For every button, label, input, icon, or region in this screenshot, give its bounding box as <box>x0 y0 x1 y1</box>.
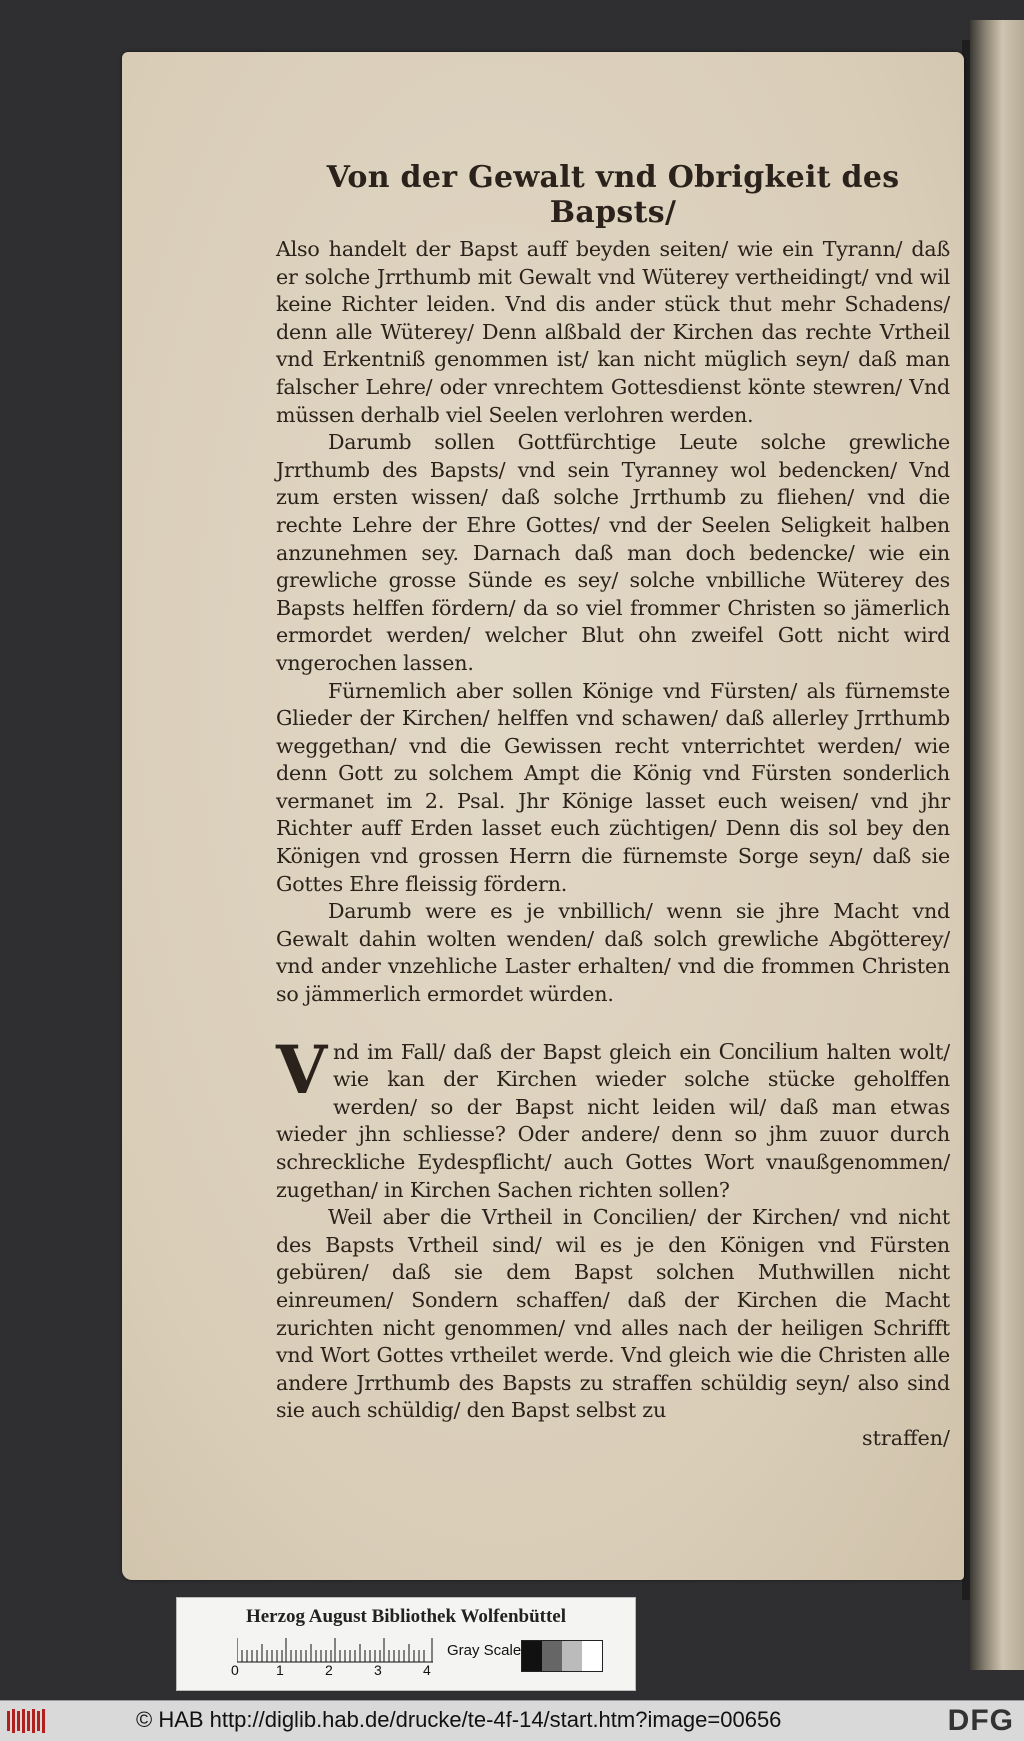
section-2-paragraph-2: Weil aber die Vrtheil in Concilien/ der Kirchen/ vnd nicht des Bapsts Vrtheil sind/ wil es je den Königen vnd Fürsten gebüren/ daß sie dem Bapst solchen Muthwillen nicht einreumen/ Sondern schaffen/ daß der Kirchen die Macht zurichten nicht genommen/ vnd alles nach der heiligen Schrifft vnd Wort Gottes vrtheilet werde. Vnd gleich wie die Christen alle andere Jrrthumb des Bapsts zu straffen schüldig seyn/ also sind sie auch schüldig/ den Bapst selbst zu <box>276 1205 950 1423</box>
lead-text-rest: halten wolt/ wie kan der Kirchen wieder solche stücke geholffen werden/ so der Bapst nicht leiden wil/ daß man etwas wieder jhn schliesse? Oder andere/ denn so jhm zuuor durch schreckliche Eydespflicht/ auch Gottes Wort vnaußgenommen/ zugethan/ in Kirchen Sachen richten sollen? <box>276 1039 950 1202</box>
lead-text-start: nd im Fall/ daß der Bapst gleich ein <box>333 1039 719 1064</box>
paragraph-3: Fürnemlich aber sollen Könige vnd Fürsten/ als fürnemste Glieder der Kirchen/ helffen vnd schawen/ daß allerley Jrrthumb weggethan/ vnd die Gewissen recht vnterrichtet werden/ wie denn Gott zu solchem Ampt die König vnd Fürsten sonderlich vermanet im 2. Psal. Jhr Könige lasset euch weisen/ vnd jhr Richter auff Erden lasset euch züchtigen/ Denn dis sol bey den Königen vnd grossen Herrn die fürnemste Sorge seyn/ daß sie Gottes Ehre fleissig fördern. <box>276 678 950 896</box>
book-spine <box>970 20 1024 1670</box>
drop-cap-initial: V <box>276 1030 328 1109</box>
ruler-number: 0 <box>231 1662 239 1678</box>
paragraph-1: Also handelt der Bapst auff beyden seiten/ wie ein Tyrann/ daß er solche Jrrthumb mit Gewalt vnd Wüterey vertheidingt/ vnd wil keine Richter leiden. Vnd dis ander stück thut mehr Schadens/ denn alle Wüterey/ Denn alßbald der Kirchen das rechte Vrtheil vnd Erkentniß genommen ist/ kan nicht müglich seyn/ daß man falscher Lehre/ oder vnrechtem Gottesdienst könte stewren/ Vnd müssen derhalb viel Seelen verlohren werden. <box>276 237 950 427</box>
footer-copyright-url[interactable]: © HAB http://diglib.hab.de/drucke/te-4f-14/start.htm?image=00656 <box>136 1707 782 1732</box>
ruler-ticks <box>237 1636 433 1666</box>
library-color-label <box>176 1597 636 1691</box>
gray-patch-white <box>582 1641 602 1671</box>
grayscale-patches <box>521 1640 603 1672</box>
footer-bar <box>0 1700 1024 1741</box>
gray-patch-light <box>562 1641 582 1671</box>
ruler-number: 3 <box>374 1662 382 1678</box>
lead-latin-word: Concilium <box>718 1038 819 1065</box>
ruler-number: 1 <box>276 1662 284 1678</box>
hab-logo-icon <box>6 1707 46 1735</box>
grayscale-label: Gray Scale <box>447 1642 522 1659</box>
dfg-logo: DFG <box>947 1704 1014 1737</box>
ruler-number: 2 <box>325 1662 333 1678</box>
gray-patch-dark <box>542 1641 562 1671</box>
library-name: Herzog August Bibliothek Wolfenbüttel <box>245 1606 567 1627</box>
page-text <box>276 160 950 1453</box>
paragraph-2: Darumb sollen Gottfürchtige Leute solche grewliche Jrrthumb des Bapsts/ vnd sein Tyranney wol bedencken/ Vnd zum ersten wissen/ daß solche Jrrthumb zu fliehen/ vnd die rechte Lehre der Ehre Gottes/ vnd der Seelen Seligkeit halben anzunehmen sey. Darnach daß man doch bedencke/ wie ein grewliche grosse Sünde es sey/ solche vnbilliche Wüterey des Bapsts helffen fördern/ da so viel frommer Christen so jämerlich ermordet werden/ welcher Blut ohn zweifel Gott nicht wird vngerochen lassen. <box>276 430 950 675</box>
scale-ruler <box>237 1636 433 1666</box>
gray-patch-black <box>522 1641 542 1671</box>
catchword: straffen/ <box>862 1425 950 1450</box>
page-heading: Von der Gewalt vnd Obrigkeit des Bapsts/ <box>326 160 900 230</box>
section-2-lead <box>276 1030 950 1205</box>
paragraph-4: Darumb were es je vnbillich/ wenn sie jhre Macht vnd Gewalt dahin wolten wenden/ daß solch grewliche Abgötterey/ vnd ander vnzehliche Laster erhalten/ vnd die frommen Christen so jämmerlich ermordet würden. <box>276 899 950 1007</box>
ruler-number: 4 <box>423 1662 431 1678</box>
